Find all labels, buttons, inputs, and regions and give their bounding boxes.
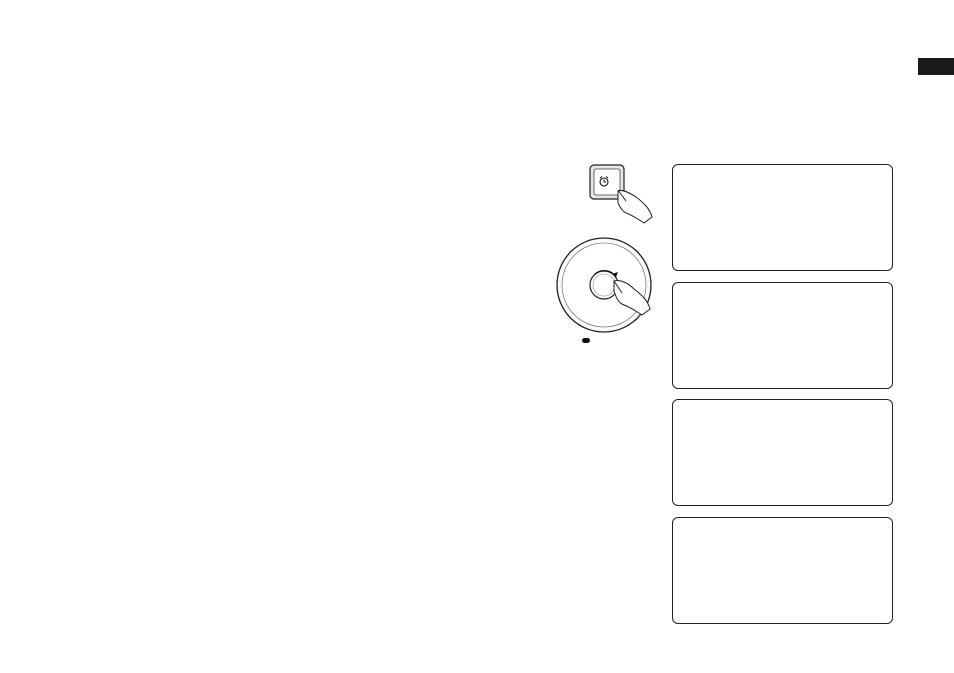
language-tab [918, 58, 954, 75]
lcd-display-daily [672, 282, 893, 389]
device-illustration [556, 163, 668, 353]
lcd-display-weekday [672, 399, 893, 506]
lcd-segments [673, 400, 894, 507]
lcd-segments [673, 518, 894, 625]
lcd-display-once [672, 164, 893, 271]
lcd-display-weekend [672, 517, 893, 624]
lcd-segments [673, 165, 894, 272]
lcd-segments [673, 283, 894, 390]
